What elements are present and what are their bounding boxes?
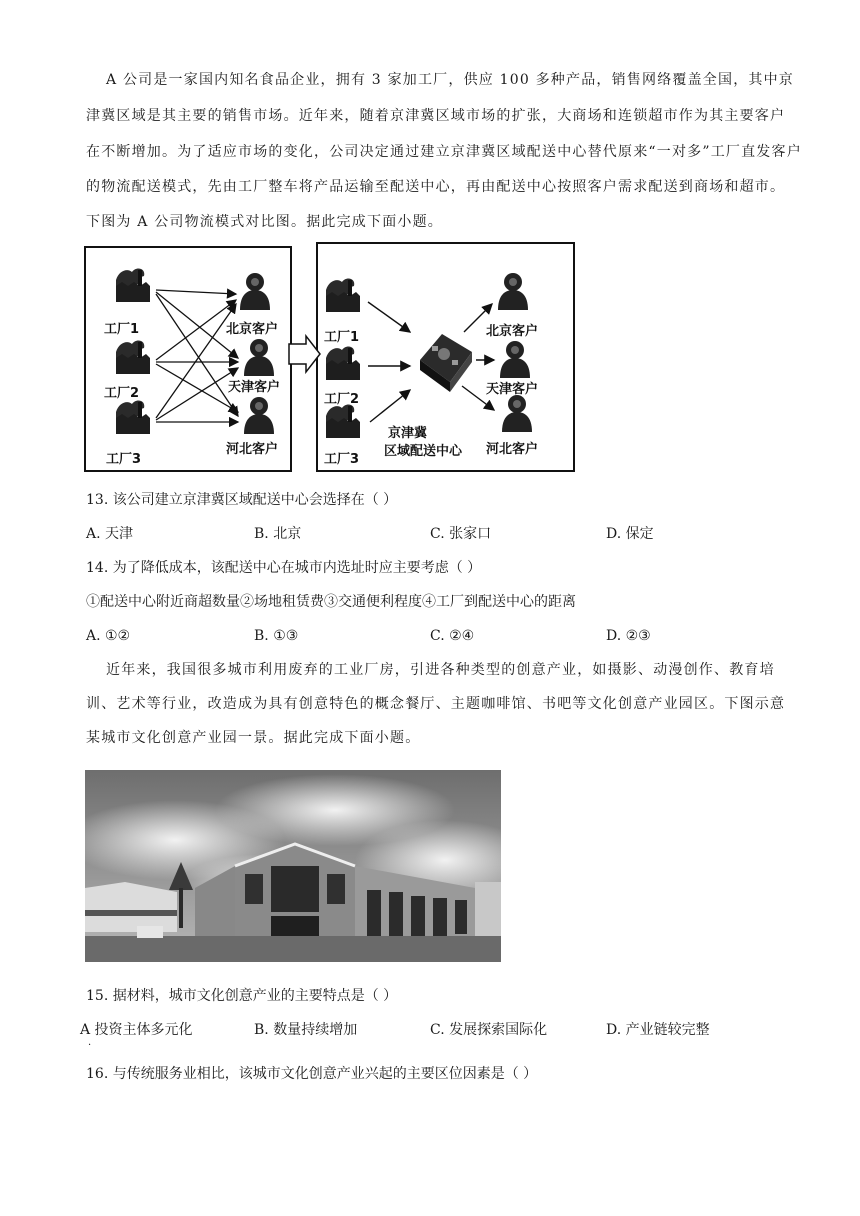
left-factory-1-label: 工厂1 (104, 322, 140, 337)
transition-arrow-icon (289, 336, 320, 372)
customer-icon (240, 273, 270, 310)
factory-icon (116, 269, 150, 302)
right-factory-1-label: 工厂1 (324, 330, 360, 345)
left-factory-2-label: 工厂2 (104, 386, 140, 401)
intro-line-3: 在不断增加。为了适应市场的变化，公司决定通过建立京津冀区域配送中心替代原来“一对多”工厂直发客户 (86, 144, 802, 160)
factory-icon (116, 341, 150, 374)
right-customer-hebei-label: 河北客户 (486, 442, 539, 457)
intro-line-4: 的物流配送模式，先由工厂整车将产品运输至配送中心，再由配送中心按照客户需求配送到商场和超市。 (86, 179, 786, 195)
q14-option-b[interactable]: B. ①③ (254, 628, 299, 644)
q16-stem: 16. 与传统服务业相比，该城市文化创意产业兴起的主要区位因素是（ ） (86, 1066, 538, 1082)
intro-line-2: 津冀区域是其主要的销售市场。近年来，随着京津冀区域市场的扩张，大商场和连锁超市作为其主要客户 (86, 108, 786, 124)
q13-option-c[interactable]: C. 张家口 (430, 526, 492, 542)
right-customer-beijing-label: 北京客户 (486, 324, 539, 339)
right-factory-2-label: 工厂2 (324, 392, 360, 407)
left-factory-3-label: 工厂3 (106, 452, 142, 467)
q13-option-d[interactable]: D. 保定 (606, 526, 654, 542)
intro2-line-2: 训、艺术等行业，改造成为具有创意特色的概念餐厅、主题咖啡馆、书吧等文化创意产业园区。下图示意 (86, 696, 786, 712)
q15-option-b[interactable]: B. 数量持续增加 (254, 1022, 358, 1038)
q15-stem: 15. 据材料，城市文化创意产业的主要特点是（ ） (86, 988, 398, 1004)
q14-option-c[interactable]: C. ②④ (430, 628, 475, 644)
distribution-center-label-1: 京津冀 (388, 426, 428, 441)
distribution-center-label-2: 区域配送中心 (384, 444, 463, 459)
customer-icon (502, 395, 532, 432)
left-customer-beijing-label: 北京客户 (226, 322, 279, 337)
factory-icon (326, 347, 360, 380)
customer-icon (244, 397, 274, 434)
q15-option-a-dot: · (88, 1040, 92, 1051)
right-customer-tianjin-label: 天津客户 (486, 382, 539, 397)
logistics-diagram (84, 242, 576, 472)
q13-option-b[interactable]: B. 北京 (254, 526, 302, 542)
q14-stem: 14. 为了降低成本，该配送中心在城市内选址时应主要考虑（ ） (86, 560, 482, 576)
intro-line-5: 下图为 A 公司物流模式对比图。据此完成下面小题。 (86, 214, 444, 230)
customer-icon (244, 339, 274, 376)
q13-option-a[interactable]: A. 天津 (86, 526, 134, 542)
direct-shipping-arrows (156, 290, 238, 422)
factory-icon (326, 405, 360, 438)
q15-option-c[interactable]: C. 发展探索国际化 (430, 1022, 548, 1038)
factory-icon (116, 401, 150, 434)
q14-choices: ①配送中心附近商超数量②场地租赁费③交通便利程度④工厂到配送中心的距离 (86, 594, 576, 610)
distribution-center-icon (420, 334, 472, 392)
q15-option-a[interactable]: A 投资主体多元化 (80, 1022, 193, 1038)
left-customer-tianjin-label: 天津客户 (228, 380, 281, 395)
customer-icon (500, 341, 530, 378)
q14-option-a[interactable]: A. ①② (86, 628, 131, 644)
left-customer-hebei-label: 河北客户 (226, 442, 279, 457)
factory-icon (326, 279, 360, 312)
q13-stem: 13. 该公司建立京津冀区域配送中心会选择在（ ） (86, 492, 398, 508)
intro2-line-3: 某城市文化创意产业园一景。据此完成下面小题。 (86, 730, 421, 746)
intro-line-1: A 公司是一家国内知名食品企业，拥有 3 家加工厂，供应 100 多种产品，销售网络覆盖全国，其中京 (106, 72, 794, 88)
q14-option-d[interactable]: D. ②③ (606, 628, 651, 644)
customer-icon (498, 273, 528, 310)
creative-park-photo (85, 770, 501, 962)
right-factory-3-label: 工厂3 (324, 452, 360, 467)
intro2-line-1: 近年来，我国很多城市利用废弃的工业厂房，引进各种类型的创意产业，如摄影、动漫创作、教育培 (106, 662, 775, 678)
q15-option-d[interactable]: D. 产业链较完整 (606, 1022, 710, 1038)
